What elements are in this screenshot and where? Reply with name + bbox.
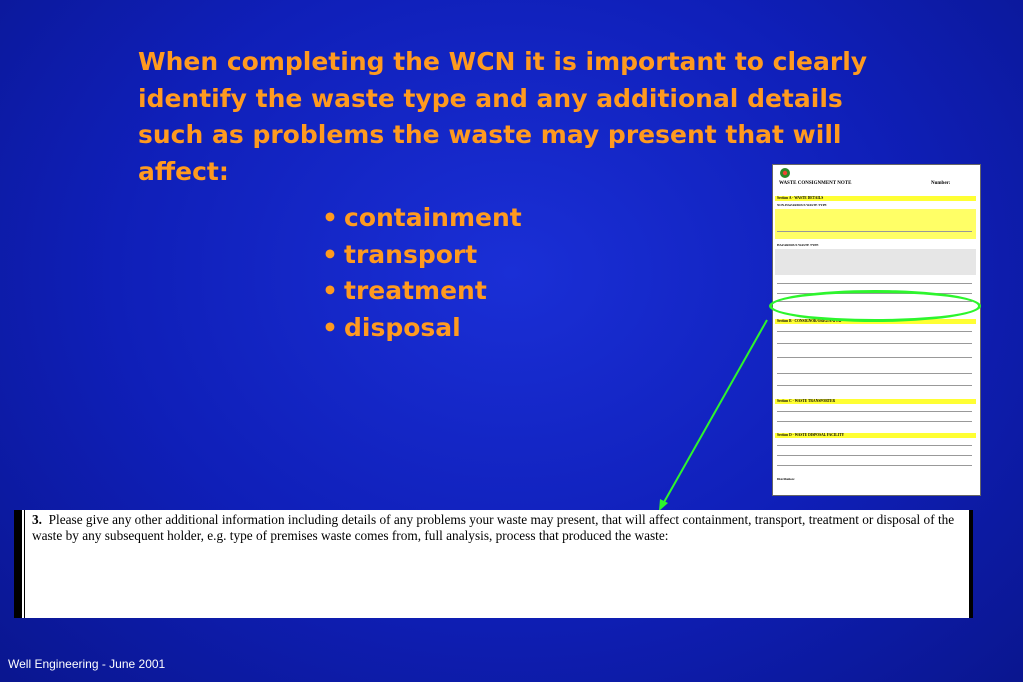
form-hazardous-label: HAZARDOUS WASTE TYPE [777, 243, 819, 247]
zoom-section-number: 3. [32, 512, 42, 527]
bullet-icon: • [322, 312, 338, 342]
heading-line: identify the waste type and any additional details [138, 83, 843, 113]
bullet-icon: • [322, 239, 338, 269]
form-section-b: Section B - CONSIGNOR/ORIGINATOR [775, 319, 976, 324]
bullet-label: containment [344, 203, 522, 232]
slide-footer: Well Engineering - June 2001 [8, 657, 166, 671]
form-section-d: Section D - WASTE DISPOSAL FACILITY [775, 433, 976, 438]
form-section-a: Section A - WASTE DETAILS [775, 196, 976, 201]
bullet-icon: • [322, 276, 338, 305]
form-distribution-label: Distribution: [777, 477, 795, 481]
bullet-label: transport [344, 239, 478, 269]
heading-line: such as problems the waste may present that will [138, 120, 842, 149]
zoom-text: Please give any other additional information including details of any problems your waste may present, that will affect containment, transport, treatment or disposal of the waste by any subsequent holder, e.g. type of premises waste comes from, full analysis, process that produced the waste: [32, 512, 955, 543]
form-title: WASTE CONSIGNMENT NOTE [779, 181, 852, 186]
zoom-paragraph [22, 510, 969, 544]
heading-line: When completing the WCN it is important to clearly [138, 47, 868, 76]
bullet-label: treatment [344, 276, 487, 305]
form-non-hazardous-label: NON-HAZARDOUS WASTE TYPE [777, 203, 827, 207]
zoomed-form-section [14, 510, 973, 618]
form-section-c: Section C - WASTE TRANSPORTER [775, 399, 976, 404]
zoom-border-rule [24, 510, 25, 618]
bullet-icon: • [322, 203, 338, 232]
heading-line: affect: [138, 156, 229, 186]
bullet-label: disposal [344, 312, 461, 342]
form-number-label: Number: [931, 181, 951, 186]
